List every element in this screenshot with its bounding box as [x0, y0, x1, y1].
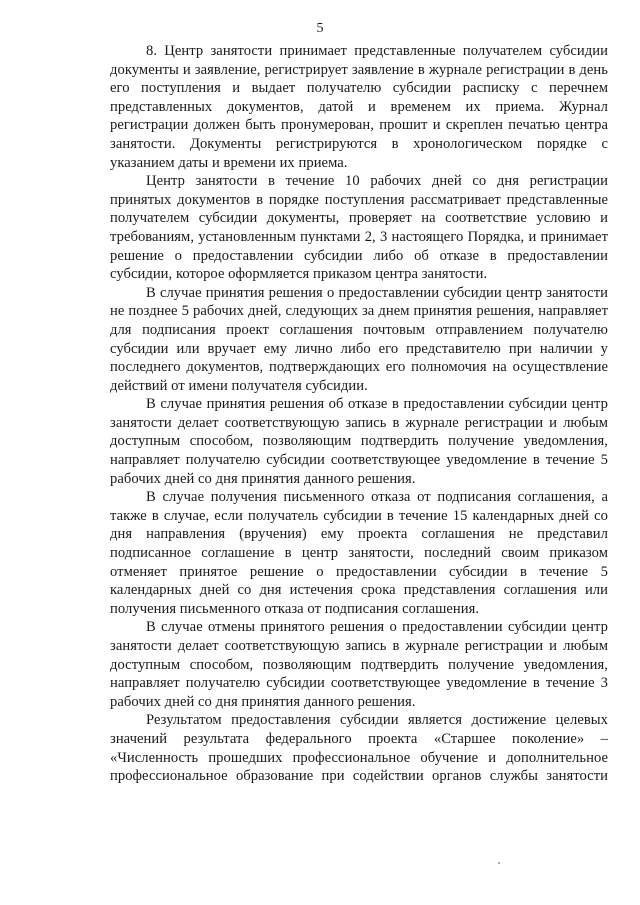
paragraph-item-8: 8. Центр занятости принимает представленные получателем субсидии документы и заявление, регистрирует заявление в журнале регистрации в день его поступления и выдает получателю субсидии расписку с перечнем представленных документов, датой и временем их приема. Журнал регистрации должен быть пронумерован, прошит и скреплен печатью центра занятости. Документы регистрируются в хронологическом порядке с указанием даты и времени их приема. [110, 43, 608, 171]
document-body [110, 42, 608, 786]
paragraph-approval-decision: В случае принятия решения о предоставлении субсидии центр занятости не позднее 5 рабочих дней, следующих за днем принятия решения, направляет для подписания проект соглашения почтовым отправлением получателю субсидии или вручает ему лично либо его представителю при наличии у последнего документов, подтверждающих его полномочия на осуществление действий от имени получателя субсидии. [110, 284, 608, 394]
paragraph-review-period: Центр занятости в течение 10 рабочих дней со дня регистрации принятых документов в порядке поступления рассматривает представленные получателем субсидии документы, проверяет на соответствие условию и требованиям, установленным пунктами 2, 3 настоящего Порядка, и принимает решение о предоставлении субсидии либо об отказе в предоставлении субсидии, которое оформляется приказом центра занятости. [110, 173, 608, 283]
page-number: 5 [316, 21, 324, 36]
paragraph-subsidy-result: Результатом предоставления субсидии является достижение целевых значений результата федерального проекта «Старшее поколение» – «Численность прошедших профессиональное обучение и дополнительное профессиональное образование при содействии органов службы занятости [110, 712, 608, 785]
paragraph-written-refusal: В случае получения письменного отказа от подписания соглашения, а также в случае, если получатель субсидии в течение 15 календарных дней со дня направления (вручения) ему проекта соглашения не представил подписанное соглашение в центр занятости, последний своим приказом отменяет принятое решение о предоставлении субсидии в течение 5 календарных дней со дня истечения срока представления соглашения или получения письменного отказа от подписания соглашения. [110, 489, 608, 617]
paragraph-refusal-decision: В случае принятия решения об отказе в предоставлении субсидии центр занятости делает соответствующую запись в журнале регистрации и любым доступным способом, позволяющим подтвердить получение уведомления, направляет получателю субсидии соответствующее уведомление в течение 5 рабочих дней со дня принятия данного решения. [110, 396, 608, 487]
paragraph-decision-cancellation: В случае отмены принятого решения о предоставлении субсидии центр занятости делает соответствующую запись в журнале регистрации и любым доступным способом, позволяющим подтвердить получение уведомления, направляет получателю субсидии соответствующее уведомление в течение 3 рабочих дней со дня принятия данного решения. [110, 619, 608, 710]
scan-speck [498, 862, 500, 864]
